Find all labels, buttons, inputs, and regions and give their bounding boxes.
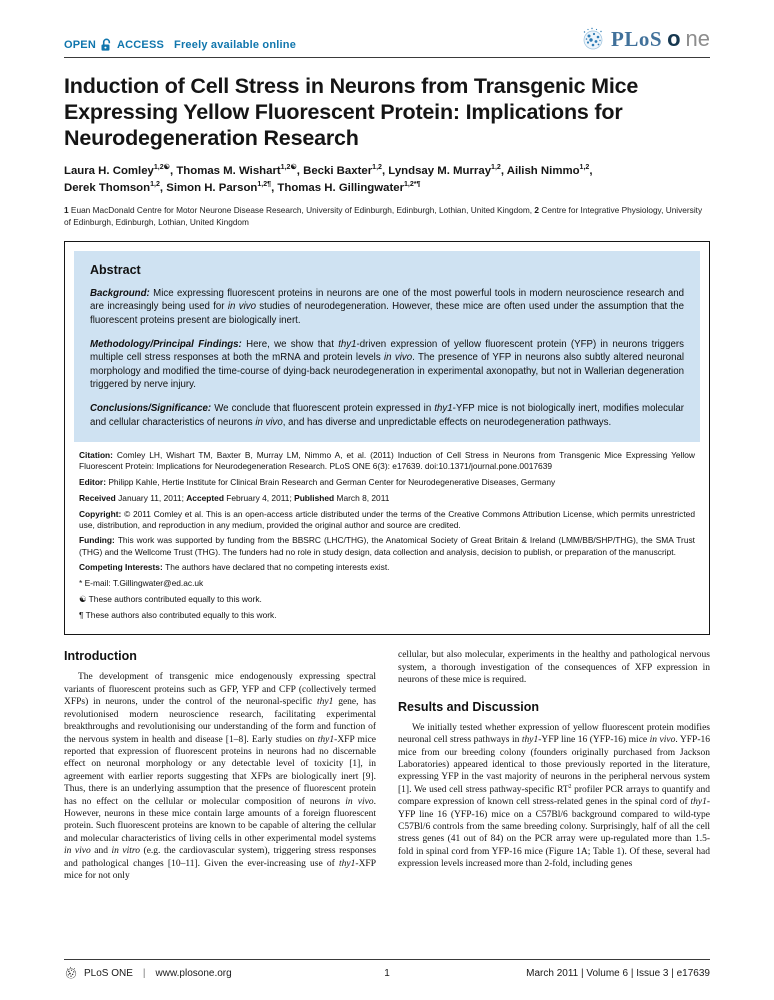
article-metadata [74,442,700,621]
equal-contribution-note: ☯ These authors contributed equally to this work. [79,593,262,604]
introduction-paragraph: The development of transgenic mice endogenously expressing spectral variants of fluorescent proteins such as GFP, YFP and CFP (collectively termed XFPs) in neurons, under the control of the neuronal-specific thy1 gene, has revolutionised modern neuroscience research, facilitating experimental breakthroughs and revolutionising our understanding of the form and function of the nervous system in health and disease [1–8]. Early studies on thy1-XFP mice reported that expression of fluorescent proteins in neurons had no discernable effect on neuronal morphology or any detectable level of toxicity [1], in agreement with earlier reports suggesting that XFPs are biologically inert [9]. Thus, there is an underlying assumption that the presence of fluorescent protein has no effect on the cellular or molecular composition of neurons in vivo. However, neurons in these mice contain large amounts of a foreign fluorescent protein. Such fluorescent proteins are known to be capable of altering the cellular and molecular characteristics of living cells in other experimental model systems in vivo and in vitro (e.g. the cardiovascular system), triggering stress responses and pathological changes [10–11]. Given the ever-increasing use of thy1-XFP mice for not only [64,672,377,881]
open-access-open-label: OPEN [64,39,96,51]
abstract-methodology: Methodology/Principal Findings: Here, we show that thy1-driven expression of yellow fluorescent protein (YFP) in neurons triggers multiple cell stress responses at both the mRNA and protein levels in vivo. The presence of YFP in neurons also subtly altered neuronal morphology and modified the time-course of dying-back neurodegeneration in experimental axonopathy, but not in Wallerian degeneration triggered by nerve injury. [90,338,685,391]
plos-logotype: PLoS [611,26,663,51]
abstract-section [74,251,700,442]
footer-page-number: 1 [384,967,390,979]
introduction-continued-paragraph: cellular, but also molecular, experiments in the healthy and pathological nervous system, a thorough investigation of the consequences of XFP expression in neurons of these mice is required. [398,650,710,686]
right-column [398,649,710,882]
article-info-box [64,241,710,636]
article-title-line-2: Expressing Yellow Fluorescent Protein: Implications for [64,100,623,125]
author-list [64,163,710,198]
plos-one-o: o [667,26,681,51]
body-columns [64,649,710,882]
footer-website: www.plosone.org [155,967,232,979]
open-access-banner [64,38,296,52]
copyright-note: Copyright: © 2011 Comley et al. This is an open-access article distributed under the terms of the Creative Commons Attribution License, which permits unrestricted use, distribution, and reproduction in any medium, provided the original author and source are credited. [79,508,695,530]
article-title [64,73,710,152]
competing-interests-note: Competing Interests: The authors have declared that no competing interests exist. [79,562,390,573]
abstract-conclusions: Conclusions/Significance: We conclude that fluorescent protein expressed in thy1-YFP mice is not biologically inert, modifies molecular and cellular characteristics of neurons in vivo, and has diverse and unpredictable effects on neurodegeneration pathways. [90,402,684,428]
funding-note: Funding: This work was supported by funding from the BBSRC (LHC/THG), the Anatomical Society of Great Britain & Ireland (LMM/BB/SHP/THG), the SMA Trust (THG) and the Wellcome Trust (THG). The funders had no role in study design, data collection and analysis, decision to publish, or preparation of the manuscript. [79,535,695,557]
plos-sphere-logo-icon [580,26,606,52]
footer-separator: | [142,967,146,979]
footer-plos-logo-icon [64,966,78,980]
plos-one-logo [580,26,710,52]
abstract-heading: Abstract [90,262,141,277]
page-footer [64,959,710,980]
author-list-line-1: Laura H. Comley$^{1,2☯}$, Thomas M. Wishart$^{1,2☯}$, Becki Baxter$^{1,2}$, Lyndsay M. Murray$^{1,2}$, Ailish Nimmo$^{1,2}$, [64,163,593,177]
email-note: * E-mail: T.Gillingwater@ed.ac.uk [79,578,204,589]
page-header [64,0,710,52]
header-divider [64,57,710,58]
results-heading: Results and Discussion [398,699,540,714]
introduction-heading: Introduction [64,649,137,664]
dates-note: Received January 11, 2011; Accepted February 4, 2011; Published March 8, 2011 [79,492,390,503]
abstract-background: Background: Mice expressing fluorescent proteins in neurons are one of the most powerful tools in modern neuroscience research and are increasingly being used for in vivo studies of neurodegeneration. However, these mice are often used under the assumption that the fluorescent proteins present are biologically inert. [90,287,685,327]
editor-note: Editor: Philipp Kahle, Hertie Institute for Clinical Brain Research and German Center for Neurodegenerative Diseases, Germany [79,477,556,488]
results-paragraph: We initially tested whether expression of yellow fluorescent protein modifies neuronal cell stress pathways in thy1-YFP line 16 (YFP-16) mice in vivo. YFP-16 mice from our breeding colony (founders originally purchased from Jackson Laboratories) appeared identical to those previously reported in the literature, expressing YFP in the vast majority of neurons in the peripheral nervous system [1]. We used cell stress pathway-specific $RT^2$ profiler PCR arrays to quantify and compare expression of known cell stress-related genes in the spinal cord of thy1-YFP line 16 (YFP-16) mice on a C57Bl/6 background compared to wild-type C57Bl/6 controls from the same breeding colony. Surprisingly, half of all the cell stress genes (41 out of 84) on the PCR array were up-regulated more than 1.5-fold in spinal cord from YFP-16 mice (Figure 1A; Table 1). Of these, several had expression levels increased more than 2-fold, including genes [398,722,710,870]
plos-one-ne: ne [685,26,710,51]
open-access-access-label: ACCESS [116,39,165,51]
article-title-line-3: Neurodegeneration Research [64,126,359,151]
footer-journal-info [64,966,232,980]
footer-issue-info: March 2011 | Volume 6 | Issue 3 | e17639 [526,967,710,979]
freely-available-label: Freely available online [174,39,297,51]
affiliations: 1 Euan MacDonald Centre for Motor Neurone Disease Research, University of Edinburgh, Edinburgh, Lothian, United Kingdom, 2 Centre for Integrative Physiology, University of Edinburgh, Edinburgh, Lothian, United Kingdom [64,205,703,228]
equal-contribution-note-2: ¶ These authors also contributed equally to this work. [79,609,277,620]
article-title-line-1: Induction of Cell Stress in Neurons from Transgenic Mice [64,74,639,98]
citation-note: Citation: Comley LH, Wishart TM, Baxter B, Murray LM, Nimmo A, et al. (2011) Induction of Cell Stress in Neurons from Transgenic Mice Expressing Yellow Fluorescent Protein: Implications for Neurodegeneration Research. PLoS ONE 6(3): e17639. doi:10.1371/journal.pone.0017639 [79,450,695,472]
left-column [64,649,376,882]
footer-journal-name: PLoS ONE [84,967,133,979]
open-lock-icon [100,38,113,52]
author-list-line-2: Derek Thomson$^{1,2}$, Simon H. Parson$^{1,2\P}$, Thomas H. Gillingwater$^{1,2*\P}$ [64,181,421,195]
